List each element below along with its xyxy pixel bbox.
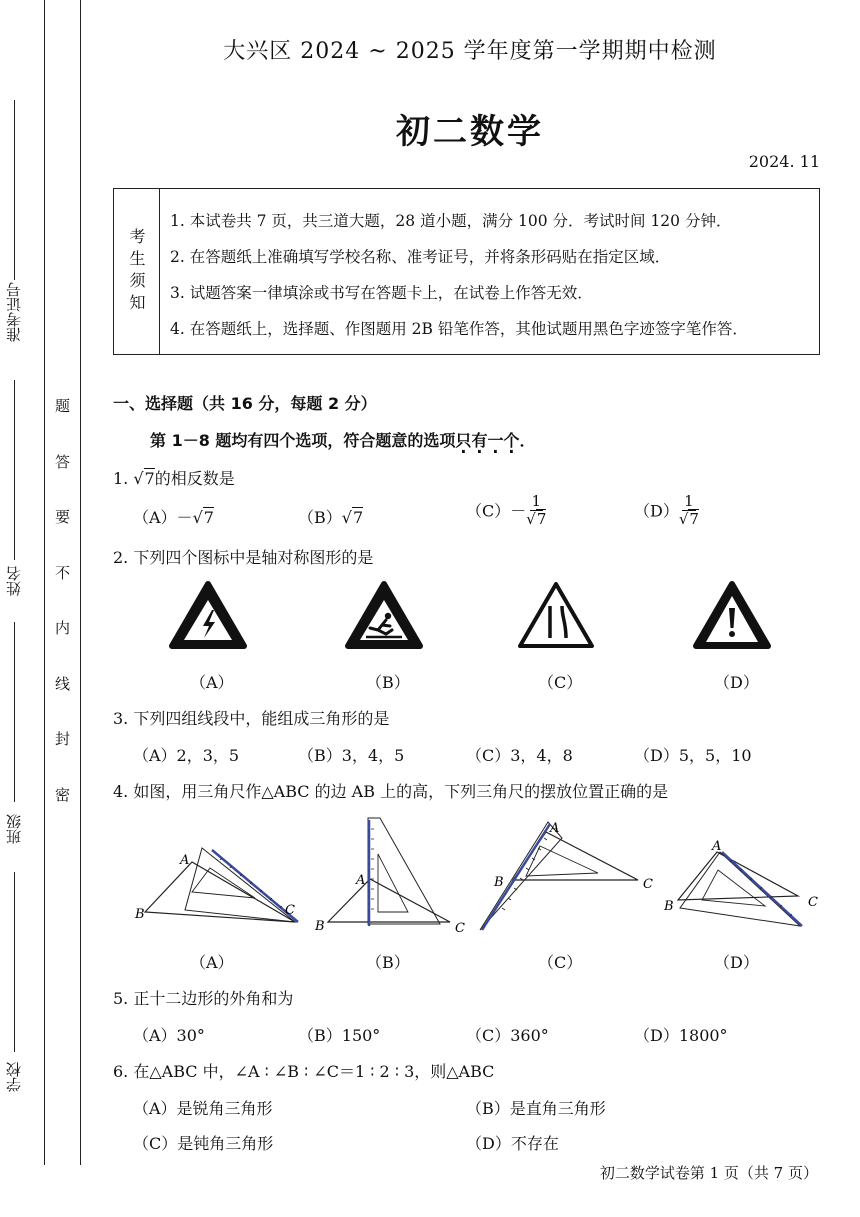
- q6-option-d: （D）不存在: [466, 1134, 559, 1153]
- page-footer: 初二数学试卷第 1 页（共 7 页）: [599, 1164, 818, 1182]
- q3-option-d: （D）5，5，10: [634, 746, 752, 765]
- seal-char: 线: [55, 675, 71, 693]
- notice-label: 考生须知: [114, 189, 160, 354]
- q1-option-d: （D） $\frac{1}{√7}$: [634, 492, 699, 528]
- seal-char: 内: [55, 619, 71, 637]
- question-5-stem: 5. 正十二边形的外角和为: [113, 989, 294, 1008]
- q3-option-c: （C）3，4，8: [466, 746, 573, 765]
- section-title: 一、选择题（共 16 分，每题 2 分）: [113, 394, 377, 413]
- vertex-label: C: [643, 877, 653, 892]
- vertex-label: C: [285, 903, 295, 918]
- q4-figure-a: [130, 840, 305, 930]
- q6-option-a: （A）是锐角三角形: [133, 1099, 273, 1118]
- q3-option-b: （B）3，4，5: [298, 746, 405, 765]
- warning-sign-electric: [168, 580, 248, 652]
- exam-title: 大兴区 2024 ~ 2025 学年度第一学期期中检测: [223, 39, 717, 64]
- warning-sign-slippery: [344, 580, 424, 652]
- q4-label-b: （B）: [366, 953, 410, 972]
- question-6-stem: 6. 在△ABC 中，∠A ∶ ∠B ∶ ∠C＝1 ∶ 2 ∶ 3，则△ABC: [113, 1062, 495, 1081]
- notice-item: 2. 在答题纸上准确填写学校名称、准考证号，并将条形码贴在指定区域．: [170, 248, 671, 266]
- q4-label-a: （A）: [190, 953, 234, 972]
- q4-label-d: （D）: [714, 953, 759, 972]
- vertex-label: B: [315, 919, 325, 934]
- question-3-stem: 3. 下列四组线段中，能组成三角形的是: [113, 709, 390, 728]
- seal-char: 要: [55, 508, 71, 526]
- q6-option-c: （C）是钝角三角形: [133, 1134, 274, 1153]
- binding-line-right: [80, 0, 81, 1165]
- q2-label-d: （D）: [714, 673, 759, 692]
- notice-box: [113, 188, 820, 355]
- seal-char: 不: [55, 564, 71, 582]
- seal-char: 封: [55, 730, 71, 748]
- exam-date: 2024. 11: [748, 152, 820, 171]
- notice-item: 3. 试题答案一律填涂或书写在答题卡上，在试卷上作答无效．: [170, 284, 593, 302]
- q5-option-d: （D）1800°: [634, 1026, 728, 1045]
- seal-char: 密: [55, 786, 71, 804]
- binding-line-left: [44, 0, 45, 1165]
- notice-item: 4. 在答题纸上，选择题、作图题用 2B 铅笔作答，其他试题用黑色字迹签字笔作答．: [170, 320, 748, 338]
- school-underline: [14, 872, 15, 1052]
- q4-label-c: （C）: [538, 953, 583, 972]
- vertex-label: A: [712, 839, 722, 854]
- question-4-stem: 4. 如图，用三角尺作△ABC 的边 AB 上的高，下列三角尺的摆放位置正确的是: [113, 782, 669, 801]
- q6-option-b: （B）是直角三角形: [466, 1099, 606, 1118]
- name-underline: [14, 380, 15, 560]
- q1-option-c: （C）－ $\frac{1}{√7}$: [466, 492, 547, 528]
- warning-sign-road-narrows: [516, 580, 596, 652]
- seal-char: 答: [55, 453, 71, 471]
- vertex-label: C: [808, 895, 818, 910]
- q4-figure-c: [478, 818, 663, 933]
- warning-sign-exclamation: [692, 580, 772, 652]
- admission-number-field-label: 准考证号: [5, 282, 23, 342]
- admission-underline: [14, 100, 15, 280]
- class-underline: [14, 622, 15, 802]
- notice-item: 1. 本试卷共 7 页，共三道大题，28 道小题，满分 100 分．考试时间 120 分钟．: [170, 212, 732, 230]
- subject-title: 初二数学: [396, 112, 544, 152]
- q2-label-b: （B）: [366, 673, 410, 692]
- vertex-label: B: [494, 875, 504, 890]
- q2-label-a: （A）: [190, 673, 234, 692]
- q1-option-a: （A）－√7: [133, 508, 214, 527]
- vertex-label: C: [455, 921, 465, 934]
- q3-option-a: （A）2，3，5: [133, 746, 240, 765]
- vertex-label: B: [664, 899, 674, 914]
- question-2-stem: 2. 下列四个图标中是轴对称图形的是: [113, 548, 374, 567]
- q2-label-c: （C）: [538, 673, 583, 692]
- vertex-label: A: [550, 821, 560, 836]
- vertex-label: A: [356, 873, 366, 888]
- vertex-label: B: [135, 907, 145, 922]
- name-field-label: 姓名: [5, 566, 23, 596]
- section-instruction: 第 1－8 题均有四个选项，符合题意的选项只有一个．: [150, 431, 536, 450]
- question-1-stem: 1. √7的相反数是: [113, 469, 235, 488]
- q5-option-c: （C）360°: [466, 1026, 549, 1045]
- class-field-label: 班级: [5, 814, 23, 844]
- q1-option-b: （B）√7: [298, 508, 364, 527]
- school-field-label: 学校: [5, 1062, 23, 1092]
- seal-char: 题: [55, 397, 71, 415]
- q4-figure-b: [310, 814, 475, 934]
- q5-option-a: （A）30°: [133, 1026, 205, 1045]
- vertex-label: A: [180, 853, 190, 868]
- q5-option-b: （B）150°: [298, 1026, 381, 1045]
- q4-figure-d: [660, 838, 840, 933]
